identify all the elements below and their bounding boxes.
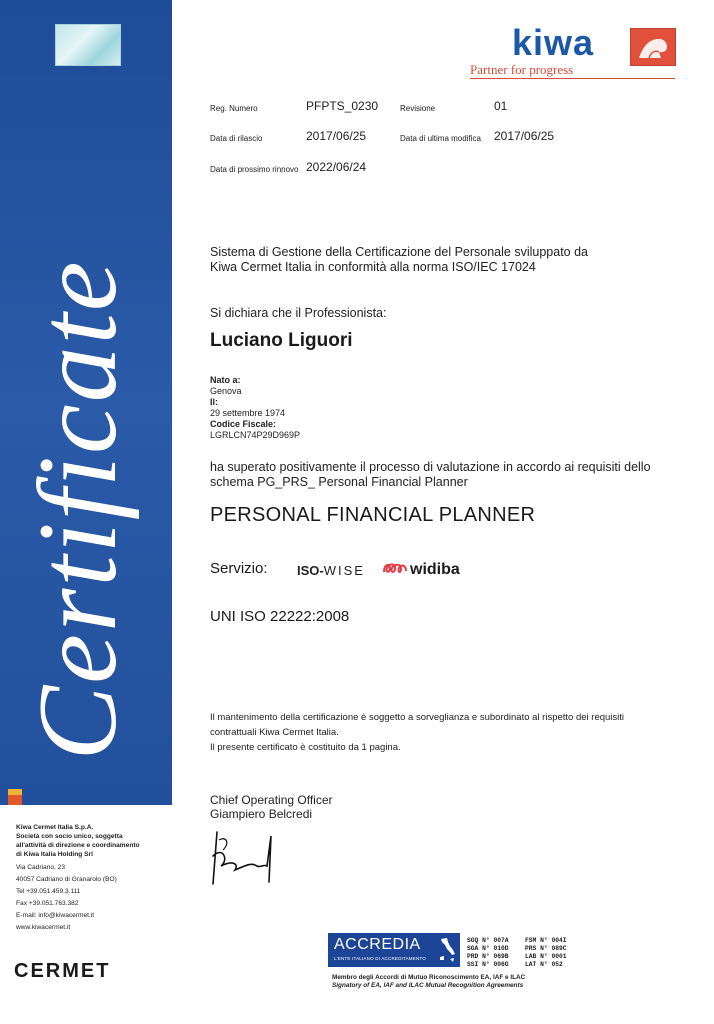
corner-mark-top [8,789,22,795]
code-lab: LAB N° 0001 [525,953,567,960]
intro-line-1: Sistema di Gestione della Certificazione del Personale sviluppato da [210,245,588,259]
kiwa-tagline: Partner for progress [470,62,574,77]
isowise-logo [297,563,365,578]
issuer-desc-1: Società con socio unico, soggetta [16,833,123,840]
nato-label: Nato a: [210,375,241,385]
left-blue-band [0,0,172,805]
accreditation-codes-right [525,937,567,969]
code-sgq: SGQ N° 007A [467,937,509,944]
holder-name: Luciano Liguori [210,330,353,351]
ultima-modifica-label: Data di ultima modifica [400,134,481,143]
issuer-fax: Fax +39.051.763.382 [16,900,79,907]
issuer-address-1: Via Cadriano, 23 [16,864,65,871]
outcome-line-1: ha superato positivamente il processo di valutazione in accordo ai requisiti dello [210,460,651,474]
il-label: Il: [210,397,218,407]
mra-line-1: Membro degli Accordi di Mutuo Riconoscimento EA, IAF e ILAC [332,974,526,981]
kiwa-wordmark: kiwa [512,22,595,63]
hologram-seal [55,24,121,66]
code-ssi: SSI N° 006G [467,961,509,968]
isowise-prefix: ISO- [297,563,324,578]
standard-reference: UNI ISO 22222:2008 [210,608,350,625]
notice-line-3: Il presente certificato è costituito da 1 pagina. [210,742,401,753]
il-value: 29 settembre 1974 [210,408,286,418]
code-sga: SGA N° 010D [467,945,509,952]
accredia-logo [328,933,460,967]
declaration-text: Si dichiara che il Professionista: [210,306,387,320]
certification-title: PERSONAL FINANCIAL PLANNER [210,504,536,526]
intro-line-2: Kiwa Cermet Italia in conformità alla norma ISO/IEC 17024 [210,260,536,274]
rinnovo-value: 2022/06/24 [306,160,367,174]
mra-line-2: Signatory of EA, IAF and ILAC Mutual Recognition Agreements [332,982,524,989]
accredia-name: ACCREDIA [334,936,421,953]
birth-details [210,375,300,441]
widiba-swirl-icon [382,559,408,577]
isowise-suffix: WISE [323,563,365,578]
code-fsm: FSM N° 004I [525,937,567,944]
accredia-subtitle: L'ENTE ITALIANO DI ACCREDITAMENTO [334,956,426,961]
certificate-watermark-word: Certificate [16,259,140,761]
cermet-logo: CERMET [14,960,111,982]
code-lat: LAT N° 052 [525,961,563,968]
cf-value: LGRLCN74P29D969P [210,430,301,440]
code-prd: PRD N° 069B [467,953,509,960]
notice-line-1: Il mantenimento della certificazione è soggetto a sorveglianza e subordinato al rispetto dei requisiti [210,712,625,723]
issuer-email: E-mail: info@kiwacermet.it [16,912,95,919]
issuer-details [16,823,166,932]
mra-statement [332,974,525,990]
revisione-label: Revisione [400,104,436,113]
maintenance-notice [210,710,675,755]
reg-numero-value: PFPTS_0230 [306,99,379,113]
kiwa-logo [470,22,680,78]
rinnovo-label: Data di prossimo rinnovo [210,165,299,174]
kiwa-underline [470,78,675,79]
issuer-desc-3: di Kiwa Italia Holding Srl [16,851,93,858]
servizio-label: Servizio: [210,560,268,577]
issuer-address-2: 40057 Cadriano di Granarolo (BO) [16,876,117,883]
ultima-modifica-value: 2017/06/25 [494,129,555,143]
issuer-web: www.kiwacermet.it [16,924,71,931]
handwritten-signature [205,826,285,888]
issuer-tel: Tel +39.051.459.3.111 [16,888,81,895]
signatory-block [210,793,333,821]
signatory-name: Giampiero Belcredi [210,807,313,821]
signatory-role: Chief Operating Officer [210,793,333,807]
outcome-line-2: schema PG_PRS_ Personal Financial Planner [210,475,468,489]
reg-numero-label: Reg. Numero [210,104,258,113]
rilascio-label: Data di rilascio [210,134,263,143]
kiwa-beaver-icon [630,28,676,66]
notice-line-2: contrattuali Kiwa Cermet Italia. [210,727,339,738]
widiba-wordmark: widiba [410,561,460,578]
cf-label: Codice Fiscale: [210,419,277,429]
issuer-desc-2: all'attività di direzione e coordinamento [16,842,140,849]
italy-map-icon [438,937,456,963]
accreditation-codes-left [467,937,509,969]
issuer-name: Kiwa Cermet Italia S.p.A. [16,824,94,831]
rilascio-value: 2017/06/25 [306,129,367,143]
revisione-value: 01 [494,99,508,113]
nato-value: Genova [210,386,242,396]
code-prs: PRS N° 089C [525,945,567,952]
